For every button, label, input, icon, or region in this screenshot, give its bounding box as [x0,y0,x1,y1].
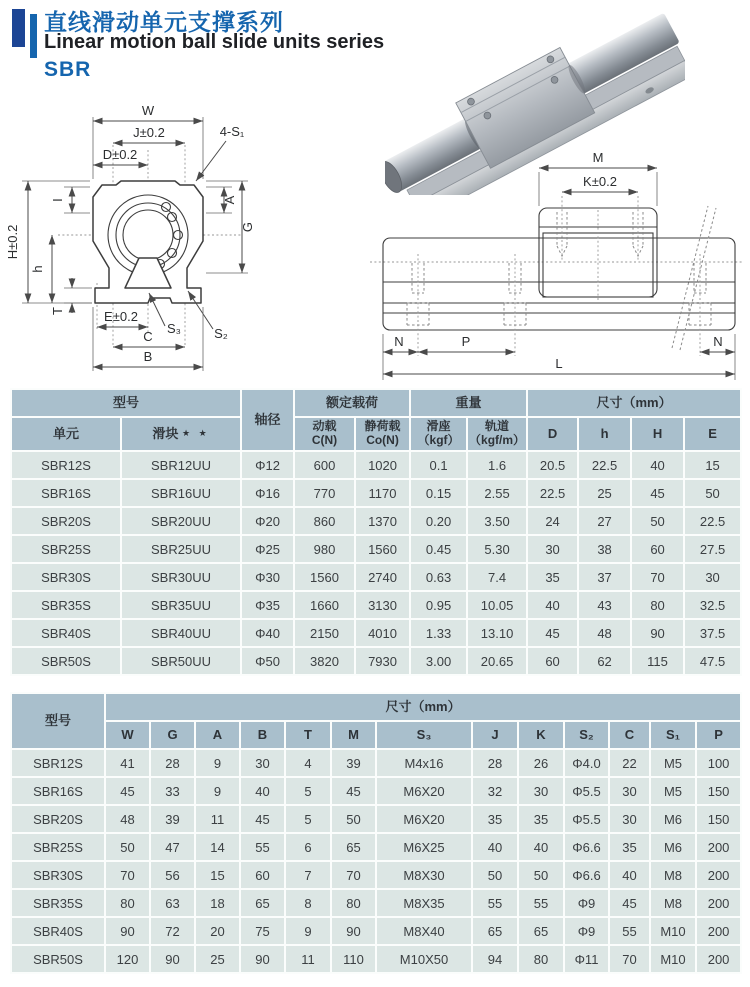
dim-label-m: M [592,150,604,165]
table-cell: 15 [684,451,741,479]
table-cell: 45 [527,619,578,647]
table-cell: 35 [518,805,564,833]
column-header: K [518,721,564,749]
table-cell: 115 [631,647,684,675]
table-cell: 30 [609,777,650,805]
table-cell: 9 [195,777,240,805]
table-cell: 0.95 [410,591,467,619]
table-cell: 20.5 [527,451,578,479]
table-cell: Φ9 [564,917,609,945]
table-cell: 70 [331,861,376,889]
table-cell: SBR40S [11,917,105,945]
table-cell: 0.1 [410,451,467,479]
table-cell: 860 [294,507,355,535]
table-cell: 45 [331,777,376,805]
table-cell: 41 [105,749,150,777]
dim-label-4s1: 4-S₁ [219,124,245,139]
table-row [11,749,741,777]
table-cell: 1660 [294,591,355,619]
table-cell: 100 [696,749,741,777]
table-cell: 8 [285,889,331,917]
sta-line1: 静荷载 [364,419,401,434]
column-header: A [195,721,240,749]
table-cell: 28 [472,749,518,777]
table-cell: 47.5 [684,647,741,675]
accent-bar-light [30,14,37,58]
col-header-D: D [527,417,578,451]
table-cell: 50 [105,833,150,861]
table-cell: 40 [240,777,285,805]
table-cell: 90 [631,619,684,647]
rail-outline [383,238,735,330]
table-cell: SBR35S [11,591,121,619]
table-cell: 50 [518,861,564,889]
rail-line2: （kgf/m） [469,433,526,447]
column-header: S₂ [564,721,609,749]
table-row [11,889,741,917]
table-cell: 90 [150,945,195,973]
block-bolt-hole [557,196,567,262]
table-cell: 28 [150,749,195,777]
table-cell: 45 [631,479,684,507]
table-cell: 980 [294,535,355,563]
table-cell: 9 [195,749,240,777]
table-cell: 18 [195,889,240,917]
sta-line2: Co(N) [366,433,399,447]
table-cell: 60 [240,861,285,889]
table-cell: 22.5 [527,479,578,507]
table-cell: 4 [285,749,331,777]
table-cell: SBR50S [11,647,121,675]
column-header: T [285,721,331,749]
col-header-dimensions: 尺寸（mm） [105,693,741,721]
table-row [11,451,741,479]
table-cell: 30 [240,749,285,777]
dim-label-e: E±0.2 [104,309,138,324]
table-cell: 55 [472,889,518,917]
table-cell: 56 [150,861,195,889]
table-cell: 22 [609,749,650,777]
table-cell: 80 [631,591,684,619]
spec-table-dimensions [10,692,742,974]
table-cell: M8 [650,889,696,917]
table-cell: 1020 [355,451,410,479]
table-cell: SBR30UU [121,563,241,591]
block-bolt-hole [633,196,643,262]
table-cell: 120 [105,945,150,973]
table-cell: 200 [696,917,741,945]
table-cell: 14 [195,833,240,861]
table-cell: 39 [150,805,195,833]
table-cell: SBR25S [11,535,121,563]
table-cell: 50 [331,805,376,833]
table-cell: 7.4 [467,563,527,591]
col-header-model: 型号 [11,389,241,417]
col-header-shaft-dia: 轴径 [241,389,294,451]
dim-label-k: K±0.2 [583,174,617,189]
col-header-block [121,417,241,451]
spec-table-loads [10,388,742,676]
dyn-line1: 动载 [312,419,337,434]
table-cell: 1.33 [410,619,467,647]
column-header: P [696,721,741,749]
table-cell: 3.00 [410,647,467,675]
table-cell: 150 [696,777,741,805]
table-cell: 150 [696,805,741,833]
table-cell: 5 [285,777,331,805]
column-header: S₁ [650,721,696,749]
table-cell: 7930 [355,647,410,675]
table-cell: Φ6.6 [564,861,609,889]
table-cell: 200 [696,833,741,861]
table-row [11,507,741,535]
table-cell: Φ9 [564,889,609,917]
table-cell: 37 [578,563,631,591]
table-cell: 3820 [294,647,355,675]
table-cell: 35 [472,805,518,833]
table-cell: 63 [150,889,195,917]
table-cell: 200 [696,889,741,917]
table-cell: 20 [195,917,240,945]
column-header: C [609,721,650,749]
table-cell: SBR30S [11,563,121,591]
col-header-model: 型号 [11,693,105,749]
header-row [11,389,741,417]
table-cell: 11 [195,805,240,833]
table-row [11,563,741,591]
table-row [11,861,741,889]
table-cell: Φ5.5 [564,777,609,805]
table-cell: 50 [684,479,741,507]
table-cell: 47 [150,833,195,861]
dim-label-d: D±0.2 [102,147,138,162]
table-cell: 1.6 [467,451,527,479]
table-cell: Φ25 [241,535,294,563]
table-cell: 32 [472,777,518,805]
table-cell: M6X20 [376,805,472,833]
table-cell: 0.63 [410,563,467,591]
dim-label-hcap: H±0.2 [5,224,20,260]
dim-label-i: I [50,198,65,202]
table-cell: 0.20 [410,507,467,535]
table-cell: M10X50 [376,945,472,973]
column-header: S₃ [376,721,472,749]
table-row [11,805,741,833]
table-cell: 80 [331,889,376,917]
table-cell: SBR20S [11,805,105,833]
table-cell: 35 [527,563,578,591]
column-header: M [331,721,376,749]
table-cell: 1560 [294,563,355,591]
table-cell: SBR20UU [121,507,241,535]
table-cell: M8X35 [376,889,472,917]
dim-label-n-right: N [713,334,723,349]
table-cell: 27 [578,507,631,535]
table-cell: 50 [472,861,518,889]
table-cell: 2740 [355,563,410,591]
seat-line2: （kgf） [417,433,460,447]
table-cell: 80 [518,945,564,973]
table-cell: 65 [240,889,285,917]
table-cell: 43 [578,591,631,619]
side-view-diagram [328,150,750,385]
table-cell: M6 [650,833,696,861]
table-cell: 38 [578,535,631,563]
table-cell: M5 [650,777,696,805]
dim-label-p: P [461,334,471,349]
table-cell: 15 [195,861,240,889]
dim-label-j: J±0.2 [133,125,165,140]
table-cell: Φ50 [241,647,294,675]
table2-body [11,749,741,973]
col-header-seat-weight [410,417,467,451]
table-row [11,647,741,675]
block-label: 滑块 [152,425,179,441]
table-row [11,833,741,861]
table-cell: M6X20 [376,777,472,805]
table-cell: SBR50UU [121,647,241,675]
page-title-chinese: 直线滑动单元支撑系列 [44,9,284,35]
table-cell: 6 [285,833,331,861]
table-cell: SBR30S [11,861,105,889]
table-cell: 55 [240,833,285,861]
front-view-diagram [0,95,310,387]
col-header-h: h [578,417,631,451]
rail-hole [407,254,429,356]
table-cell: 45 [609,889,650,917]
header-row [11,417,741,451]
table-cell: 80 [105,889,150,917]
table-cell: Φ35 [241,591,294,619]
dyn-line2: C(N) [311,433,338,447]
table-row [11,619,741,647]
dim-label-a: A [222,195,237,205]
dim-label-w: W [141,103,155,118]
table-cell: 40 [631,451,684,479]
table-cell: SBR16S [11,777,105,805]
table-cell: 60 [631,535,684,563]
table-cell: 65 [472,917,518,945]
table-cell: 70 [609,945,650,973]
table-cell: 40 [518,833,564,861]
column-header: G [150,721,195,749]
dim-label-h: h [30,265,45,273]
table-cell: SBR12S [11,451,121,479]
dim-label-g: G [240,221,255,233]
table-cell: 30 [684,563,741,591]
table-cell: M10 [650,945,696,973]
table-cell: 45 [240,805,285,833]
table-cell: 600 [294,451,355,479]
table-row [11,917,741,945]
table-cell: 48 [578,619,631,647]
dim-label-l: L [555,356,563,371]
table-cell: 9 [285,917,331,945]
table-cell: SBR40S [11,619,121,647]
table-cell: 20.65 [467,647,527,675]
rail-line1: 轨道 [485,419,510,434]
table-cell: SBR12UU [121,451,241,479]
table-cell: 55 [609,917,650,945]
table-cell: 5.30 [467,535,527,563]
table-cell: 48 [105,805,150,833]
column-header: W [105,721,150,749]
table-cell: 1560 [355,535,410,563]
table-cell: 13.10 [467,619,527,647]
table-cell: 35 [609,833,650,861]
table-cell: M8X40 [376,917,472,945]
table-cell: 94 [472,945,518,973]
stars-icon: ★ ★ [182,427,210,438]
table-cell: M8 [650,861,696,889]
table-cell: 90 [240,945,285,973]
dim-label-n-left: N [394,334,404,349]
col-header-unit: 单元 [11,417,121,451]
table-row [11,591,741,619]
table-cell: 70 [631,563,684,591]
table-cell: 45 [105,777,150,805]
table-cell: SBR25UU [121,535,241,563]
table-cell: Φ30 [241,563,294,591]
table-cell: M6 [650,805,696,833]
table-cell: 4010 [355,619,410,647]
table-cell: 33 [150,777,195,805]
table-cell: 2.55 [467,479,527,507]
table-cell: 770 [294,479,355,507]
table-cell: Φ16 [241,479,294,507]
table-cell: 22.5 [684,507,741,535]
table-cell: SBR35UU [121,591,241,619]
table-cell: 3.50 [467,507,527,535]
col-header-rail-weight [467,417,527,451]
table-cell: M6X25 [376,833,472,861]
col-header-dimensions: 尺寸（mm） [527,389,741,417]
table-cell: 7 [285,861,331,889]
table-cell: Φ6.6 [564,833,609,861]
table-cell: 5 [285,805,331,833]
col-header-weight: 重量 [410,389,527,417]
series-label: SBR [44,58,92,81]
table-cell: 26 [518,749,564,777]
table-row [11,479,741,507]
table-cell: 37.5 [684,619,741,647]
table-cell: Φ4.0 [564,749,609,777]
table-cell: 90 [105,917,150,945]
table-row [11,945,741,973]
table-cell: 1370 [355,507,410,535]
seat-line1: 滑座 [426,419,451,434]
rail-hole [504,254,526,356]
col-header-H: H [631,417,684,451]
table-cell: Φ5.5 [564,805,609,833]
column-header: B [240,721,285,749]
table-cell: 39 [331,749,376,777]
table-cell: 25 [578,479,631,507]
column-header: J [472,721,518,749]
table-cell: 2150 [294,619,355,647]
table-cell: 200 [696,861,741,889]
table-cell: 3130 [355,591,410,619]
col-header-rated-load: 额定载荷 [294,389,410,417]
table-cell: 0.15 [410,479,467,507]
table-cell: SBR35S [11,889,105,917]
dim-label-t: T [50,307,65,315]
table-cell: 11 [285,945,331,973]
table-row [11,777,741,805]
table-row [11,535,741,563]
table-cell: 72 [150,917,195,945]
table-cell: SBR12S [11,749,105,777]
table-cell: 75 [240,917,285,945]
dim-label-b: B [143,349,153,364]
table-cell: 70 [105,861,150,889]
table-cell: 25 [195,945,240,973]
header-row [11,721,741,749]
table-cell: 50 [631,507,684,535]
table-cell: Φ11 [564,945,609,973]
table-cell: 1170 [355,479,410,507]
table-cell: M5 [650,749,696,777]
dim-label-s3: S₃ [167,321,181,336]
table-cell: 55 [518,889,564,917]
table-cell: 62 [578,647,631,675]
table-cell: SBR16UU [121,479,241,507]
table-cell: Φ12 [241,451,294,479]
table-cell: 0.45 [410,535,467,563]
table-cell: 40 [472,833,518,861]
table-cell: 32.5 [684,591,741,619]
table-cell: 200 [696,945,741,973]
page-title-english: Linear motion ball slide units series [44,31,385,53]
table-cell: 40 [527,591,578,619]
table-cell: 24 [527,507,578,535]
dim-label-s2: S₂ [214,326,228,341]
table-cell: SBR40UU [121,619,241,647]
col-header-static-load [355,417,410,451]
table-cell: 30 [518,777,564,805]
table-cell: SBR20S [11,507,121,535]
table-cell: 10.05 [467,591,527,619]
table-cell: 90 [331,917,376,945]
header-row [11,693,741,721]
table1-body [11,451,741,675]
table-cell: 60 [527,647,578,675]
table-cell: Φ40 [241,619,294,647]
table-cell: 27.5 [684,535,741,563]
table-cell: 110 [331,945,376,973]
table-cell: 30 [527,535,578,563]
table-cell: 65 [331,833,376,861]
table-cell: Φ20 [241,507,294,535]
table-cell: SBR50S [11,945,105,973]
table-cell: 30 [609,805,650,833]
col-header-E: E [684,417,741,451]
table-cell: 65 [518,917,564,945]
table-cell: M8X30 [376,861,472,889]
table-cell: 40 [609,861,650,889]
table-cell: M4x16 [376,749,472,777]
block-outline [539,208,657,297]
table-cell: SBR16S [11,479,121,507]
table-cell: M10 [650,917,696,945]
table-cell: SBR25S [11,833,105,861]
col-header-dynamic-load [294,417,355,451]
table-cell: 22.5 [578,451,631,479]
accent-bar-dark [12,9,25,47]
dim-label-c: C [143,329,153,344]
